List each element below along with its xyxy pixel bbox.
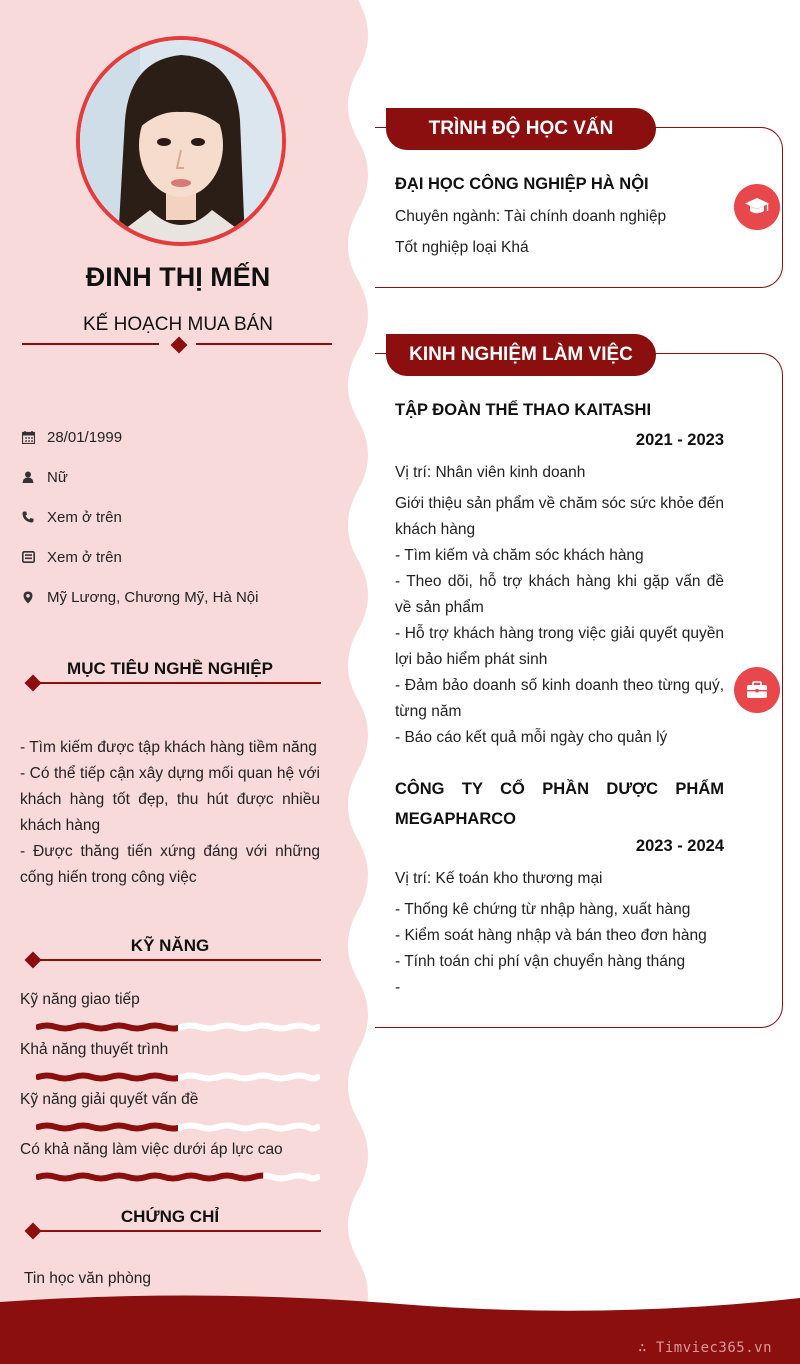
- contact-address: [20, 586, 259, 608]
- objective-line: - Có thể tiếp cận xây dựng mối quan hệ với khách hàng tốt đẹp, thu hút được nhiều khách hàng: [20, 765, 320, 834]
- job-position: Vị trí: Nhân viên kinh doanh: [395, 464, 586, 481]
- contact-phone: [20, 506, 122, 528]
- job-description-line: - Kiểm soát hàng nhập và bán theo đơn hàng: [395, 927, 707, 944]
- birthday-text: 28/01/1999: [47, 428, 123, 446]
- school-name: ĐẠI HỌC CÔNG NGHIỆP HÀ NỘI: [395, 175, 649, 193]
- objective-heading-line: [36, 682, 321, 684]
- job-description-line: - Tính toán chi phí vận chuyển hàng tháng: [395, 953, 686, 970]
- certificate-item: Tin học văn phòng: [24, 1270, 151, 1287]
- user-icon: [20, 469, 36, 485]
- briefcase-icon: [734, 667, 780, 713]
- skill-level-bar: [36, 1122, 320, 1132]
- brand-text: Timviec365.vn: [655, 1340, 772, 1356]
- job-description-line: -: [395, 979, 401, 996]
- job-company: TẬP ĐOÀN THỂ THAO KAITASHI: [395, 401, 652, 419]
- job-description-line: Giới thiệu sản phẩm về chăm sóc sức khỏe đến khách hàng: [395, 495, 724, 538]
- job-description: [395, 491, 724, 751]
- footer-brand: [638, 1340, 772, 1356]
- skill-name: Kỹ năng giao tiếp: [20, 991, 140, 1008]
- experience-heading: KINH NGHIỆM LÀM VIỆC: [386, 334, 656, 376]
- skill-level-bar: [36, 1172, 320, 1182]
- location-pin-icon: [20, 589, 36, 605]
- phone-text: Xem ở trên: [47, 508, 122, 526]
- education-result: Tốt nghiệp loại Khá: [395, 239, 529, 256]
- avatar: [76, 36, 286, 246]
- candidate-name: ĐINH THỊ MẾN: [85, 262, 271, 292]
- gender-text: Nữ: [47, 468, 68, 486]
- certificates-heading-line: [36, 1230, 321, 1232]
- job-description-line: - Thống kê chứng từ nhập hàng, xuất hàng: [395, 901, 691, 918]
- job-period: 2021 - 2023: [635, 431, 724, 449]
- calendar-icon: [20, 429, 36, 445]
- objective-line: - Tìm kiếm được tập khách hàng tiềm năng: [20, 739, 317, 756]
- graduation-cap-icon: [734, 184, 780, 230]
- job-period: 2023 - 2024: [635, 837, 724, 855]
- job-title: KẾ HOẠCH MUA BÁN: [82, 314, 274, 335]
- job-description-line: - Báo cáo kết quả mỗi ngày cho quản lý: [395, 729, 668, 746]
- job-description-line: - Hỗ trợ khách hàng trong việc giải quyết quyền lợi bảo hiểm phát sinh: [395, 625, 724, 668]
- address-text: Mỹ Lương, Chương Mỹ, Hà Nội: [47, 588, 259, 606]
- brand-logo-icon: ∴: [638, 1340, 656, 1356]
- education-major: Chuyên ngành: Tài chính doanh nghiệp: [395, 208, 667, 225]
- job-description-line: - Đảm bảo doanh số kinh doanh theo từng quý, từng năm: [395, 677, 724, 720]
- title-divider-left: [22, 343, 159, 345]
- contact-email: [20, 546, 122, 568]
- skills-heading: KỸ NĂNG: [130, 936, 210, 955]
- objective-heading: MỤC TIÊU NGHỀ NGHIỆP: [67, 659, 273, 678]
- email-text: Xem ở trên: [47, 548, 122, 566]
- skills-heading-line: [36, 959, 321, 961]
- contact-birthday: [20, 426, 122, 448]
- job-company: CÔNG TY CỔ PHẦN DƯỢC PHẨM MEGAPHARCO: [395, 780, 724, 828]
- objective-text: [20, 735, 320, 891]
- job-description-line: - Tìm kiếm và chăm sóc khách hàng: [395, 547, 644, 564]
- contact-gender: [20, 466, 68, 488]
- skill-level-bar: [36, 1022, 320, 1032]
- certificates-heading: CHỨNG CHỈ: [120, 1207, 220, 1226]
- objective-line: - Được thăng tiến xứng đáng với những cống hiến trong công việc: [20, 843, 320, 886]
- portrait-image: [80, 40, 282, 242]
- phone-icon: [20, 509, 36, 525]
- skill-name: Kỹ năng giải quyết vấn đề: [20, 1091, 199, 1108]
- job-description-line: - Theo dõi, hỗ trợ khách hàng khi gặp vấn đề về sản phẩm: [395, 573, 724, 616]
- job-description: [395, 897, 724, 1001]
- skill-name: Khả năng thuyết trình: [20, 1041, 169, 1058]
- email-icon: [20, 549, 36, 565]
- skill-level-bar: [36, 1072, 320, 1082]
- skill-name: Có khả năng làm việc dưới áp lực cao: [20, 1141, 283, 1158]
- education-heading: TRÌNH ĐỘ HỌC VẤN: [386, 108, 656, 150]
- title-divider-right: [196, 343, 332, 345]
- job-position: Vị trí: Kế toán kho thương mại: [395, 870, 603, 887]
